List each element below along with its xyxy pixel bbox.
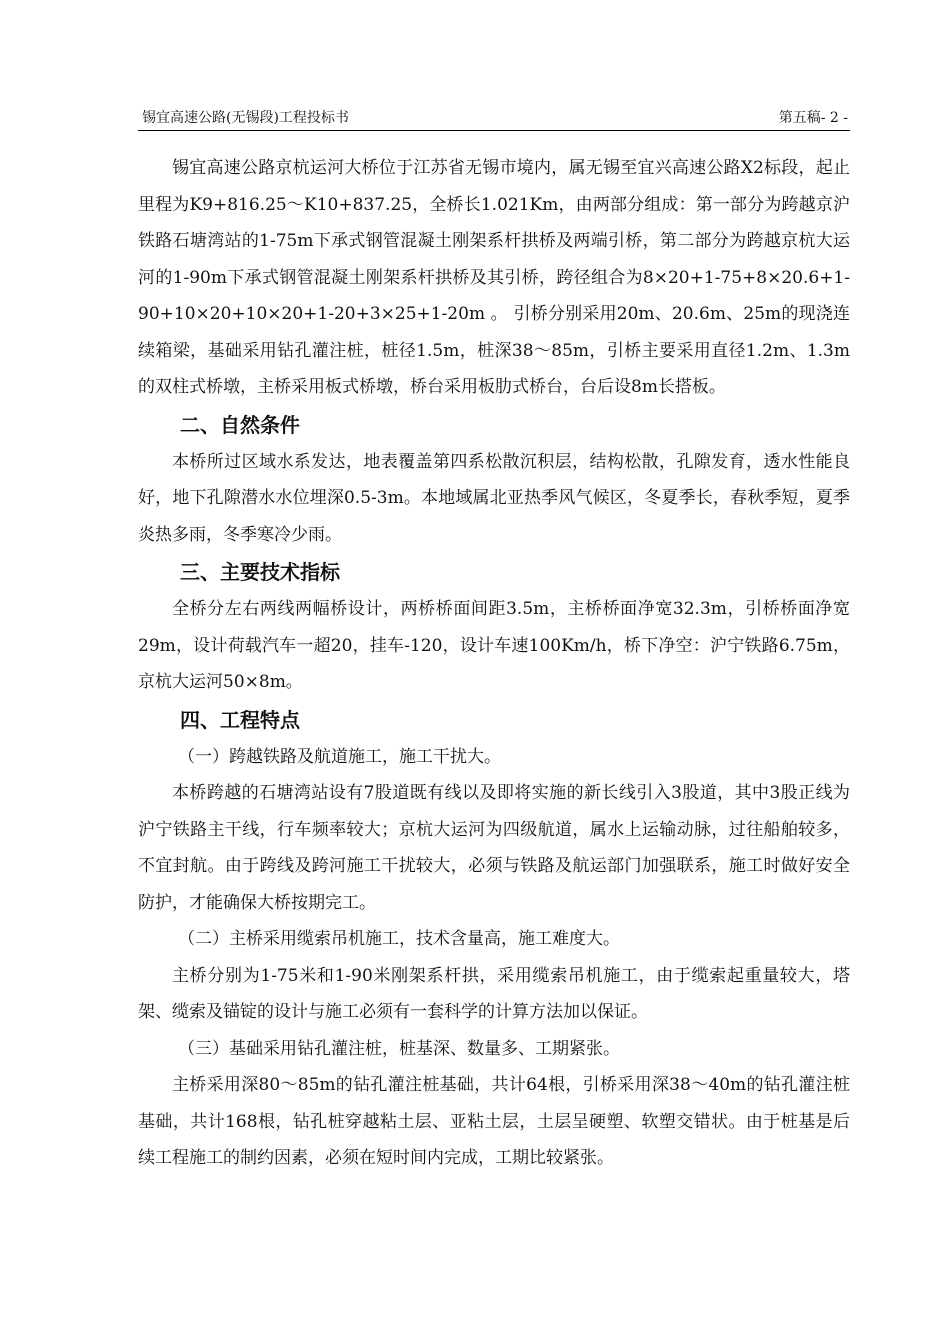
header-title: 锡宜高速公路(无锡段)工程投标书 [142,110,349,126]
header-page-number: 第五稿- 2 - [778,110,848,126]
feature-3-title: （三）基础采用钻孔灌注桩，桩基深、数量多、工期紧张。 [178,1038,620,1059]
section-heading-technical-indicators: 三、主要技术指标 [180,560,340,584]
page-header [138,108,850,131]
feature-1-title: （一）跨越铁路及航道施工，施工干扰大。 [178,746,501,767]
document-body [138,150,850,1177]
technical-indicators-paragraph: 全桥分左右两线两幅桥设计，两桥桥面间距3.5m，主桥桥面净宽32.3m，引桥桥面净宽29m，设计荷载汽车一超20，挂车-120，设计车速100Km/h，桥下净空：沪宁铁路6.75m，京杭大运河50×8m。 [138,599,850,692]
section-heading-project-features: 四、工程特点 [180,707,300,732]
section-heading-natural-conditions: 二、自然条件 [180,412,300,437]
feature-2-paragraph: 主桥分别为1-75米和1-90米刚架系杆拱，采用缆索吊机施工，由于缆索起重量较大，塔架、缆索及锚锭的设计与施工必须有一套科学的计算方法加以保证。 [138,965,850,1022]
feature-3-paragraph: 主桥采用深80～85m的钻孔灌注桩基础，共计64根，引桥采用深38～40m的钻孔灌注桩基础，共计168根，钻孔桩穿越粘土层、亚粘土层，土层呈硬塑、软塑交错状。由于桩基是后续工程施工的制约因素，必须在短时间内完成，工期比较紧张。 [138,1075,850,1168]
natural-conditions-paragraph: 本桥所过区域水系发达，地表覆盖第四系松散沉积层，结构松散，孔隙发育，透水性能良好，地下孔隙潜水水位埋深0.5-3m。本地域属北亚热季风气候区，冬夏季长，春秋季短，夏季炎热多雨，冬季寒冷少雨。 [138,451,850,545]
intro-paragraph: 锡宜高速公路京杭运河大桥位于江苏省无锡市境内，属无锡至宜兴高速公路X2标段，起止里程为K9+816.25～K10+837.25，全桥长1.021Km，由两部分组成：第一部分为跨越京沪铁路石塘湾站的1-75m下承式钢管混凝土刚架系杆拱桥及两端引桥，第二部分为跨越京杭大运河的1-90m下承式钢管混凝土刚架系杆拱桥及其引桥，跨径组合为8×20+1-75+8×20.6+1-90+10×20+10×20+1-20+3×25+1-20m 。 引桥分别采用20m、20.6m、25m的现浇连续箱梁，基础采用钻孔灌注桩，桩径1.5m，桩深38～85m，引桥主要采用直径1.2m、1.3m的双柱式桥墩，主桥采用板式桥墩，桥台采用板肋式桥台，台后设8m长搭板。 [138,158,850,397]
feature-2-title: （二）主桥采用缆索吊机施工，技术含量高，施工难度大。 [178,929,620,949]
feature-1-paragraph: 本桥跨越的石塘湾站设有7股道既有线以及即将实施的新长线引入3股道，其中3股正线为沪宁铁路主干线，行车频率较大；京杭大运河为四级航道，属水上运输动脉，过往船舶较多，不宜封航。由于跨线及跨河施工干扰较大，必须与铁路及航运部门加强联系，施工时做好安全防护，才能确保大桥按期完工。 [138,783,850,913]
